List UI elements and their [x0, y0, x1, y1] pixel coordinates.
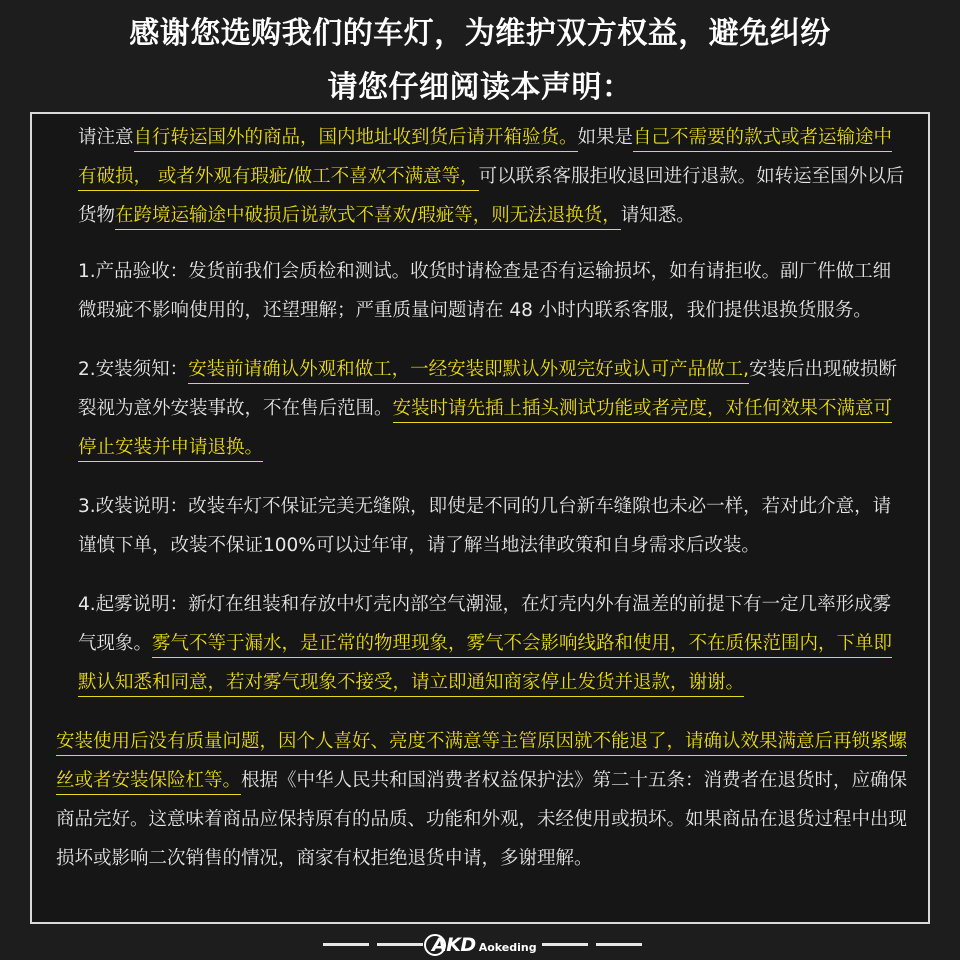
notice-text: 根据《中华人民共和国消费者权益保护法》第二十五条：消费者在退货时，应确保商品完好。这意味着商品应保持原有的品质、功能和外观，未经使用或损坏。如果商品在退货过程中出现损坏或影响二次销售的情况，商家有权拒绝退货申请，多谢理解。: [56, 770, 908, 869]
footer-divider: [377, 943, 423, 946]
notice-highlight: 自行转运国外的商品，国内地址收到货后请开箱验货。: [134, 127, 578, 152]
notice-text: 请知悉。: [620, 205, 695, 226]
notice-paragraph-intro: [56, 118, 908, 235]
header-title-line2: 请您仔细阅读本声明：: [327, 70, 633, 105]
notice-text: 请注意: [78, 127, 134, 148]
notice-text: 如果是: [577, 127, 634, 148]
notice-highlight: 自己不需要的款式或者运输途中有破损， 或者外观有瑕疵/做工不喜欢不满意等，: [78, 127, 892, 191]
notice-paragraph-return-policy: [56, 722, 908, 878]
notice-highlight: 安装使用后没有质量问题，因个人喜好、亮度不满意等主管原因就不能退了，请确认效果满意后再锁紧螺丝或者安装保险杠等。: [56, 731, 907, 795]
notice-text: 1.产品验收：发货前我们会质检和测试。收货时请检查是否有运输损坏，如有请拒收。副厂件做工细微瑕疵不影响使用的，还望理解；严重质量问题请在 48 小时内联系客服，我们提供退换货服务。: [78, 261, 892, 321]
notice-text: 4.起雾说明：新灯在组装和存放中灯壳内部空气潮湿，在灯壳内外有温差的前提下有一定几率形成雾气现象。: [78, 594, 892, 654]
notice-highlight: 在跨境运输途中破损后说款式不喜欢/瑕疵等，则无法退换货，: [115, 205, 621, 230]
notice-text: 安装后出现破损断裂视为意外安装事故，不在售后范围。: [78, 359, 898, 419]
logo-subtext: Aokeding: [478, 940, 537, 954]
header-title-line1: 感谢您选购我们的车灯，为维护双方权益，避免纠纷: [129, 16, 831, 51]
footer-divider: [323, 943, 369, 946]
notice-highlight: 安装前请确认外观和做工，一经安装即默认外观完好或认可产品做工,: [188, 359, 749, 384]
footer-divider: [596, 943, 642, 946]
notice-text: 3.改装说明：改装车灯不保证完美无缝隙，即使是不同的几台新车缝隙也未必一样，若对此介意，请谨慎下单，改装不保证100%可以过年审，请了解当地法律政策和自身需求后改装。: [78, 496, 892, 556]
notice-paragraph-fogging: [56, 585, 908, 702]
notice-paragraph-installation: [56, 350, 908, 467]
notice-highlight: 安装时请先插上插头测试功能或者亮度，对任何效果不满意可停止安装并申请退换。: [78, 398, 892, 462]
notice-body: [56, 118, 908, 898]
notice-highlight: 雾气不等于漏水，是正常的物理现象，雾气不会影响线路和使用，不在质保范围内，下单即默认知悉和同意，若对雾气现象不接受，请立即通知商家停止发货并退款，谢谢。: [78, 633, 892, 697]
logo-text: AKD: [432, 934, 476, 956]
notice-paragraph-modification: [56, 487, 908, 565]
notice-paragraph-inspection: [56, 252, 908, 330]
notice-text: 2.安装须知：: [78, 359, 189, 380]
brand-logo: [424, 932, 537, 958]
notice-text: 可以联系客服拒收退回进行退款。如转运至国外以后货物: [78, 166, 905, 226]
footer: [0, 928, 960, 960]
footer-divider: [542, 943, 588, 946]
